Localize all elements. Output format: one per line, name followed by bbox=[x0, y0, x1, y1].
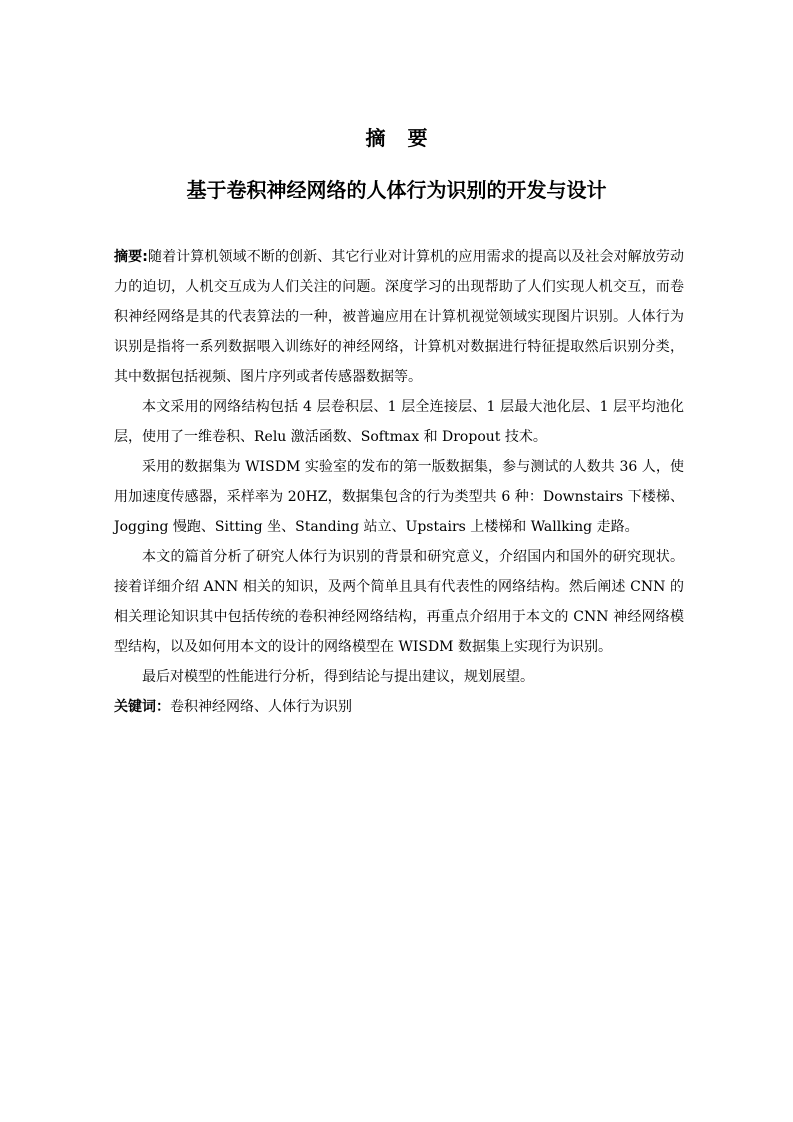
page-title bbox=[0, 122, 793, 151]
abstract-body bbox=[114, 242, 684, 722]
keywords-line bbox=[114, 692, 684, 722]
abstract-paragraph-3: 采用的数据集为 WISDM 实验室的发布的第一版数据集，参与测试的人数共 36 人，使用加速度传感器，采样率为 20HZ，数据集包含的行为类型共 6 种：Downstairs 下楼梯、Jogging 慢跑、Sitting 坐、Standing 站立、Upstairs 上楼梯和 Wallking 走路。 bbox=[114, 459, 684, 535]
abstract-paragraph-5: 最后对模型的性能进行分析，得到结论与提出建议，规划展望。 bbox=[142, 669, 534, 685]
abstract-paragraph-2: 本文采用的网络结构包括 4 层卷积层、1 层全连接层、1 层最大池化层、1 层平均池化层，使用了一维卷积、Relu 激活函数、Softmax 和 Dropout 技术。 bbox=[114, 399, 684, 445]
title-char-2: 要 bbox=[407, 126, 428, 150]
abstract-label: 摘要 bbox=[114, 249, 143, 265]
keywords-value: 卷积神经网络、人体行为识别 bbox=[170, 699, 352, 715]
abstract-paragraph-1 bbox=[114, 242, 684, 392]
title-char-1: 摘 bbox=[365, 126, 386, 150]
abstract-paragraph-4: 本文的篇首分析了研究人体行为识别的背景和研究意义，介绍国内和国外的研究现状。接着详细介绍 ANN 相关的知识，及两个简单且具有代表性的网络结构。然后阐述 CNN 的相关理论知识其中包括传统的卷积神经网络结构，再重点介绍用于本文的 CNN 神经网络模型结构，以及如何用本文的设计的网络模型在 WISDM 数据集上实现行为识别。 bbox=[114, 549, 684, 655]
thesis-title: 基于卷积神经网络的人体行为识别的开发与设计 bbox=[186, 178, 607, 202]
keywords-label: 关键词： bbox=[114, 699, 170, 715]
abstract-label-colon: : bbox=[142, 249, 148, 265]
abstract-text-1: 随着计算机领域不断的创新、其它行业对计算机的应用需求的提高以及社会对解放劳动力的迫切，人机交互成为人们关注的问题。深度学习的出现帮助了人们实现人机交互，而卷积神经网络是其的代表算法的一种，被普遍应用在计算机视觉领域实现图片识别。人体行为识别是指将一系列数据喂入训练好的神经网络，计算机对数据进行特征提取然后识别分类，其中数据包括视频、图片序列或者传感器数据等。 bbox=[114, 249, 685, 385]
